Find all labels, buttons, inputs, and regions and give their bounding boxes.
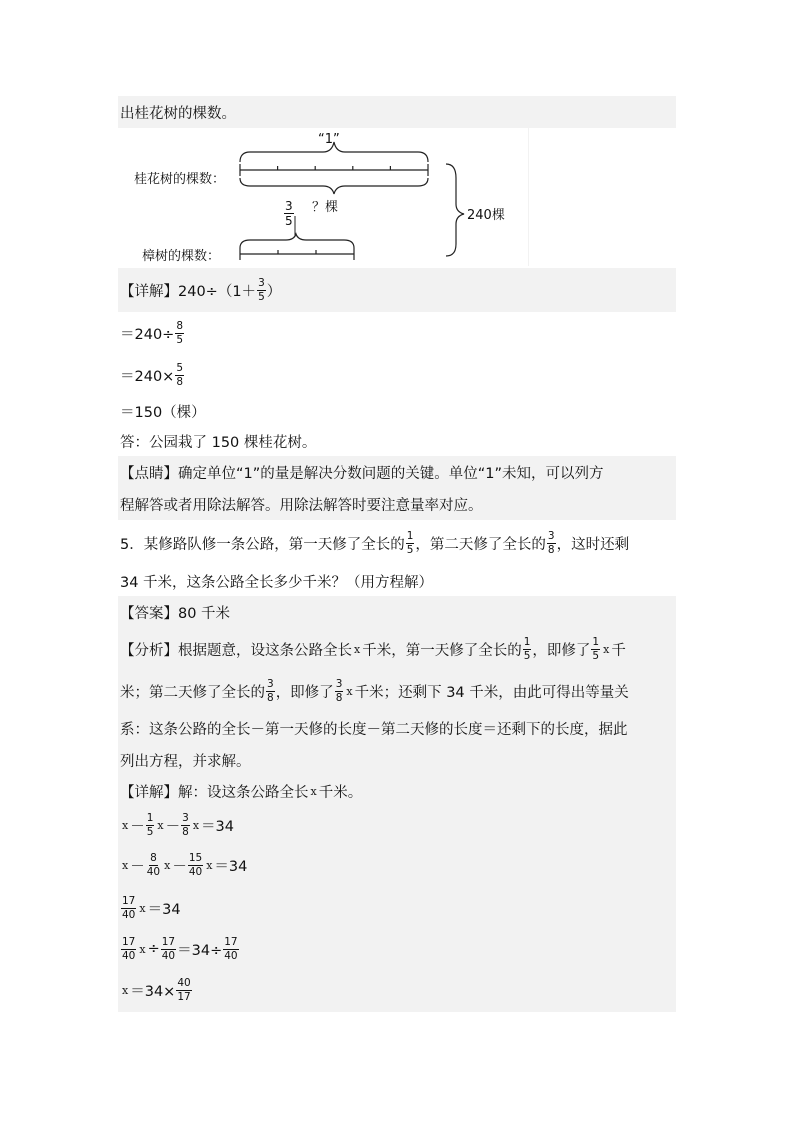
camphor-label: 樟树的棵数：: [142, 249, 221, 264]
equation-line-5: x ＝34× $\frac{40}{17}$: [122, 977, 191, 1003]
fraction: $\frac{17}{40}$: [161, 936, 176, 962]
detail-line-1: 【详解】 240÷（1＋ $\frac{3}{5}$ ）: [118, 268, 676, 312]
fraction: $\frac{1}{5}$: [523, 636, 531, 662]
equation-block: [118, 806, 676, 1012]
analysis-line-1: 【分析】根据题意，设这条公路全长 x 千米，第一天修了全长的 $\frac{1}{5}$ ，即修了 $\frac{1}{5}$ x 千: [120, 636, 626, 662]
line-segment-diagram: [118, 128, 529, 266]
equation-line-4: $\frac{17}{40}$ x ÷ $\frac{17}{40}$ ＝34÷ $\frac{17}{40}$: [122, 936, 238, 962]
fraction: $\frac{17}{40}$: [224, 936, 238, 962]
analysis-line-2: 米；第二天修了全长的 $\frac{3}{8}$ ，即修了 $\frac{3}{8}$ x 千米；还剩下 34 千米，由此可得出等量关: [120, 678, 629, 704]
total-brace: [446, 164, 464, 256]
tip-line-1: 【点睛】确定单位“1”的量是解决分数问题的关键。单位“1”未知，可以列方: [120, 465, 604, 482]
bottom-brace: [240, 178, 428, 194]
fraction: $\frac{3}{8}$: [547, 530, 555, 556]
fraction: $\frac{8}{5}$: [176, 320, 184, 346]
osmanthus-segment: [240, 164, 428, 176]
unit-one-label: “1”: [318, 132, 340, 147]
fraction: $\frac{3}{8}$: [267, 678, 274, 704]
camphor-brace: [240, 234, 354, 248]
fraction: $\frac{1}{5}$: [146, 812, 154, 838]
ratio-fraction: $\frac{3}{5}$: [285, 199, 293, 228]
answer-line: 答：公园栽了 150 棵桂花树。: [120, 434, 317, 451]
equation-line-2: x － $\frac{8}{40}$ x － $\frac{15}{40}$ x ＝34: [122, 852, 248, 878]
tip-line-2: 程解答或者用除法解答。用除法解答时要注意量率对应。: [120, 497, 483, 514]
question-5-line-2: 34 千米，这条公路全长多少千米？（用方程解）: [120, 574, 434, 591]
diagram-container: [118, 128, 528, 266]
diagram-lines: [118, 128, 528, 266]
fraction: $\frac{5}{8}$: [176, 362, 184, 388]
document-content: [118, 96, 676, 1012]
fraction: $\frac{40}{17}$: [177, 977, 191, 1003]
fraction: $\frac{8}{40}$: [146, 852, 161, 878]
detail-line-2: ＝240÷ $\frac{8}{5}$: [120, 320, 184, 346]
fraction: $\frac{15}{40}$: [188, 852, 203, 878]
equation-line-3: $\frac{17}{40}$ x ＝34: [122, 895, 181, 921]
osmanthus-label: 桂花树的棵数：: [134, 172, 226, 187]
fraction: $\frac{1}{5}$: [592, 636, 600, 662]
camphor-segment: [240, 248, 354, 260]
fraction: $\frac{3}{8}$: [335, 678, 343, 704]
solution-intro-line: 【详解】解：设这条公路全长 x 千米。: [120, 784, 363, 801]
fraction: $\frac{17}{40}$: [122, 895, 136, 921]
detail-line-3: ＝240× $\frac{5}{8}$: [120, 362, 184, 388]
total-label: 240棵: [467, 208, 505, 223]
answer-analysis-block: [118, 596, 676, 806]
line-text: 出桂花树的棵数。: [120, 105, 236, 122]
answer-label-line: 【答案】80 千米: [120, 605, 231, 622]
top-brace: [240, 142, 428, 162]
fraction: $\frac{1}{5}$: [406, 530, 414, 556]
analysis-line-3: 系：这条公路的全长－第一天修的长度－第二天修的长度＝还剩下的长度，据此: [120, 721, 628, 738]
question-5-line-1: 5．某修路队修一条公路，第一天修了全长的 $\frac{1}{5}$ ，第二天修了全长的 $\frac{3}{8}$ ，这时还剩: [120, 530, 630, 556]
question-label: ？棵: [312, 200, 339, 215]
fraction: $\frac{17}{40}$: [122, 936, 136, 962]
analysis-line-4: 列出方程，并求解。: [120, 753, 251, 770]
tip-block: [118, 456, 676, 520]
fraction: $\frac{3}{8}$: [182, 812, 189, 838]
detail-line-4: ＝150（棵）: [120, 404, 206, 421]
fraction: $\frac{3}{5}$: [258, 277, 265, 303]
text-line: [118, 96, 676, 128]
equation-line-1: x － $\frac{1}{5}$ x － $\frac{3}{8}$ x ＝34: [122, 812, 234, 838]
